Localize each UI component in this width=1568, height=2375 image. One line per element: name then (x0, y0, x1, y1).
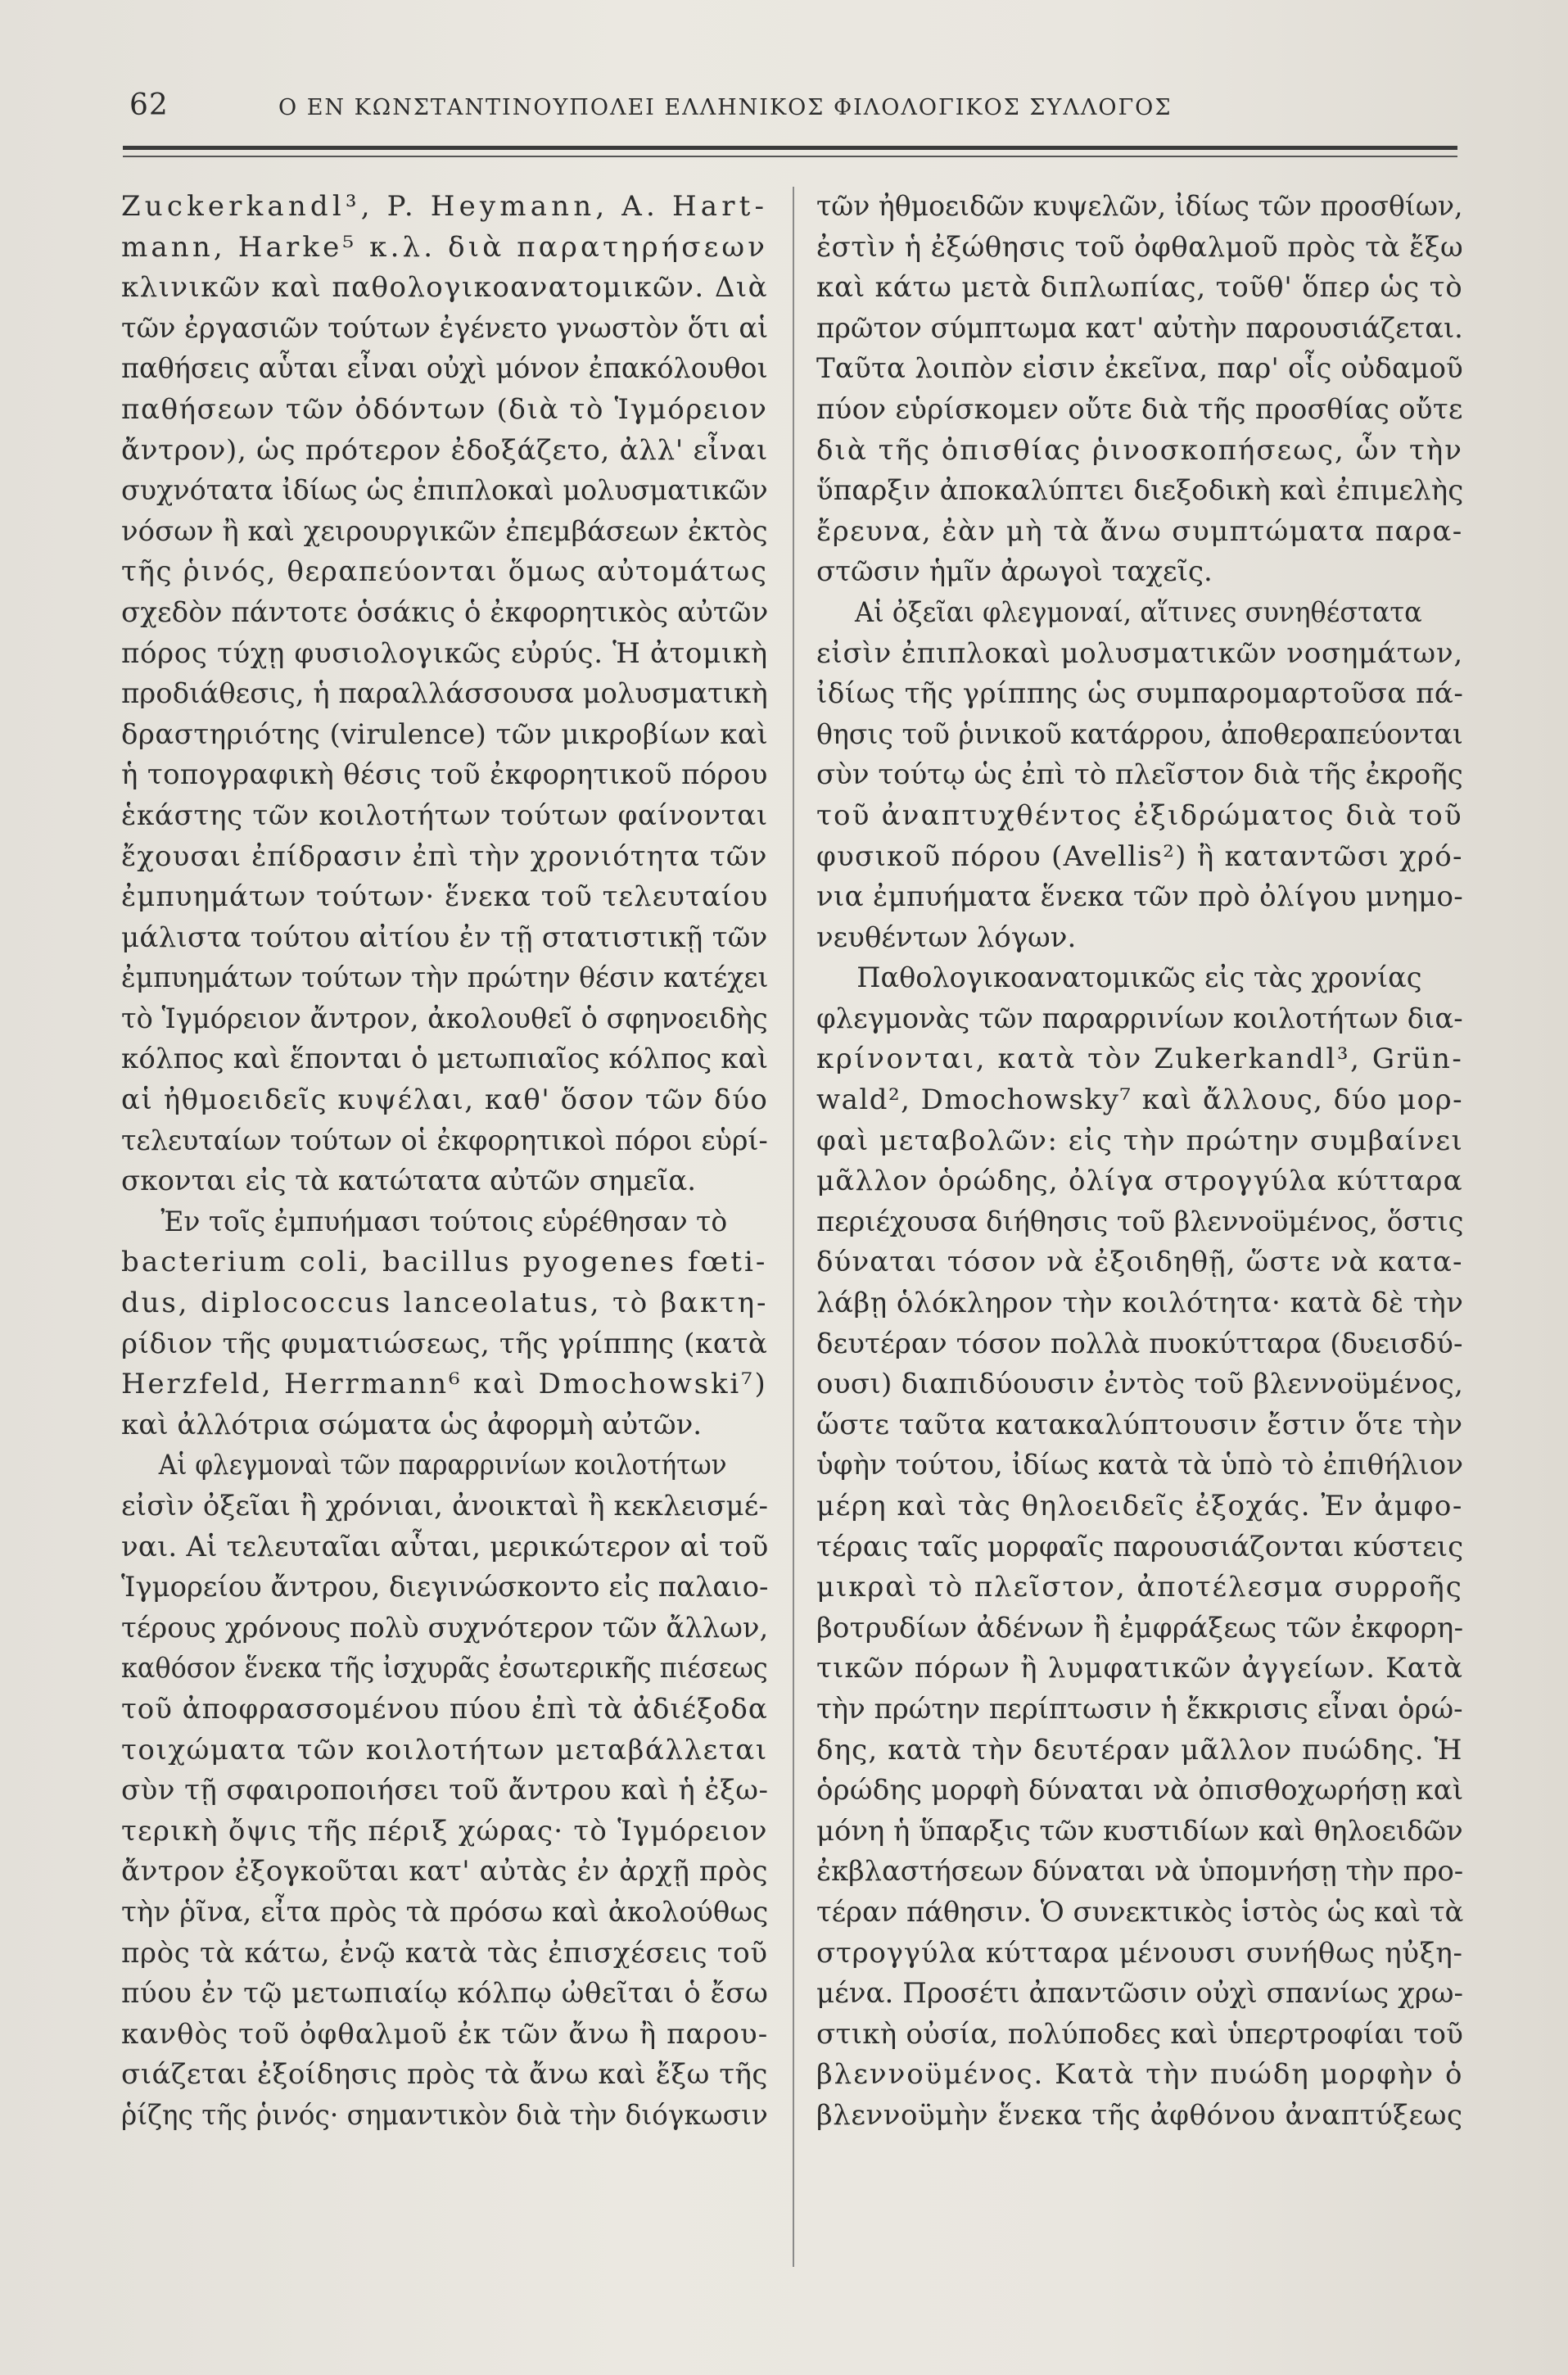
text-line: φαὶ μεταβολῶν: εἰς τὴν πρώτην συμβαίνει (816, 1124, 1463, 1157)
text-line: φυσικοῦ πόρου (Avellis²) ἢ καταντῶσι χρό- (816, 839, 1463, 873)
text-line: πύου ἐν τῷ μετωπιαίῳ κόλπῳ ὠθεῖται ὁ ἔσω (121, 1977, 768, 2011)
text-line: αἱ ἠθμοειδεῖς κυψέλαι, καθ' ὅσον τῶν δύο (121, 1083, 768, 1117)
text-line: τικῶν πόρων ἢ λυμφατικῶν ἀγγείων. Κατὰ (816, 1652, 1463, 1685)
text-line: παθήσεων τῶν ὀδόντων (διὰ τὸ Ἱγμόρειον (121, 392, 768, 426)
text-line: δης, κατὰ τὴν δευτέραν μᾶλλον πυώδης. Ἡ (816, 1733, 1463, 1767)
text-line: βλεννοϋμένος. Κατὰ τὴν πυώδη μορφὴν ὁ (816, 2058, 1463, 2092)
text-line: μᾶλλον ὁρώδης, ὀλίγα στρογγύλα κύτταρα (816, 1165, 1463, 1198)
running-head (123, 88, 1474, 138)
text-line: εἰσὶν ἐπιπλοκαὶ μολυσματικῶν νοσημάτων, (816, 636, 1463, 670)
text-line: δραστηριότης (virulence) τῶν μικροβίων καὶ (121, 717, 768, 751)
header-rule-thick (123, 146, 1457, 150)
text-line: τῶν ἠθμοειδῶν κυψελῶν, ἰδίως τῶν προσθίων, (816, 190, 1463, 223)
text-line: ἡ τοπογραφικὴ θέσις τοῦ ἐκφορητικοῦ πόρου (121, 758, 768, 792)
text-line: τοῦ ἀποφρασσομένου πύου ἐπὶ τὰ ἀδιέξοδα (121, 1692, 768, 1726)
text-line: μέρη καὶ τὰς θηλοειδεῖς ἐξοχάς. Ἐν ἀμφο- (816, 1490, 1463, 1522)
text-line: δύναται τόσον νὰ ἐξοιδηθῇ, ὥστε νὰ κατα- (816, 1246, 1463, 1279)
text-line: δευτέραν τόσον πολλὰ πυοκύτταρα (δυεισδύ- (816, 1327, 1463, 1360)
text-line: πύον εὑρίσκομεν οὔτε διὰ τῆς προσθίας οὔτε (816, 392, 1463, 426)
page-number: 62 (129, 88, 169, 122)
text-line: σχεδὸν πάντοτε ὁσάκις ὁ ἐκφορητικὸς αὐτῶν (121, 595, 768, 629)
text-line: κρίνονται, κατὰ τὸν Zukerkandl³, Grün- (816, 1043, 1463, 1076)
text-line: ἔχουσαι ἐπίδρασιν ἐπὶ τὴν χρονιότητα τῶν (121, 839, 768, 873)
text-line: ῥίζης τῆς ῥινός· σημαντικὸν διὰ τὴν διόγκωσιν (121, 2098, 768, 2132)
text-line: ἑκάστης τῶν κοιλοτήτων τούτων φαίνονται (121, 798, 768, 832)
text-line: ὑφὴν τούτου, ἰδίως κατὰ τὰ ὑπὸ τὸ ἐπιθήλιον (816, 1449, 1463, 1482)
text-line: νόσων ἢ καὶ χειρουργικῶν ἐπεμβάσεων ἐκτὸς (121, 514, 768, 548)
text-line: Αἱ ὀξεῖαι φλεγμοναί, αἵτινες συνηθέστατα (855, 595, 1422, 629)
text-line: πόρος τύχῃ φυσιολογικῶς εὐρύς. Ἡ ἀτομικὴ (121, 636, 768, 670)
text-line: σὺν τῇ σφαιροποιήσει τοῦ ἄντρου καὶ ἡ ἐξω- (121, 1774, 768, 1807)
text-line: στῶσιν ἡμῖν ἀρωγοὶ ταχεῖς. (816, 555, 1213, 589)
text-line: πρὸς τὰ κάτω, ἐνῷ κατὰ τὰς ἐπισχέσεις τοῦ (121, 1936, 768, 1970)
text-line: βλεννοϋμὴν ἕνεκα τῆς ἀφθόνου ἀναπτύξεως (816, 2098, 1463, 2132)
text-line: νια ἐμπυήματα ἕνεκα τῶν πρὸ ὀλίγου μνημο- (816, 880, 1463, 914)
text-line: λάβῃ ὁλόκληρον τὴν κοιλότητα· κατὰ δὲ τὴν (816, 1287, 1463, 1320)
text-line: Παθολογικοανατομικῶς εἰς τὰς χρονίας (856, 961, 1422, 995)
text-line: ρίδιον τῆς φυματιώσεως, τῆς γρίππης (κατὰ (121, 1327, 768, 1360)
text-line: ἄντρον), ὡς πρότερον ἐδοξάζετο, ἀλλ' εἶναι (121, 433, 768, 467)
text-line: τοῦ ἀναπτυχθέντος ἐξιδρώματος διὰ τοῦ (816, 798, 1463, 832)
text-line: ἔρευνα, ἐὰν μὴ τὰ ἄνω συμπτώματα παρα- (816, 514, 1463, 548)
text-line: ουσι) διαπιδύουσιν ἐντὸς τοῦ βλεννοϋμένος, (816, 1368, 1463, 1401)
header-rule-thin (123, 156, 1457, 157)
text-line: ἐμπυημάτων τούτων· ἕνεκα τοῦ τελευταίου (121, 880, 768, 914)
text-line: βοτρυδίων ἀδένων ἢ ἐμφράξεως τῶν ἐκφορη- (816, 1611, 1463, 1644)
text-line: Zuckerkandl³, P. Heymann, A. Hart- (121, 190, 768, 223)
text-line: τέραν πάθησιν. Ὁ συνεκτικὸς ἱστὸς ὡς καὶ τὰ (816, 1895, 1463, 1929)
left-column (121, 187, 768, 2137)
text-line: τοιχώματα τῶν κοιλοτήτων μεταβάλλεται (121, 1733, 768, 1767)
text-line: dus, diplococcus lanceolatus, τὸ βακτη- (121, 1287, 768, 1320)
text-line: στρογγύλα κύτταρα μένουσι συνήθως ηὐξη- (816, 1936, 1463, 1970)
text-line: Ταῦτα λοιπὸν εἰσιν ἐκεῖνα, παρ' οἷς οὐδαμοῦ (816, 352, 1463, 386)
text-line: ὥστε ταῦτα κατακαλύπτουσιν ἔστιν ὅτε τὴν (816, 1408, 1463, 1441)
text-line: φλεγμονὰς τῶν παραρρινίων κοιλοτήτων δια- (816, 1002, 1463, 1035)
text-line: τὴν ῥῖνα, εἶτα πρὸς τὰ πρόσω καὶ ἀκολούθως (121, 1895, 768, 1929)
text-line: σκονται εἰς τὰ κατώτατα αὐτῶν σημεῖα. (121, 1165, 696, 1198)
text-line: Ἱγμορείου ἄντρου, διεγινώσκοντο εἰς παλαιο- (121, 1571, 768, 1604)
text-line: μόνη ἡ ὕπαρξις τῶν κυστιδίων καὶ θηλοειδῶν (816, 1814, 1463, 1848)
text-line: τέραις ταῖς μορφαῖς παρουσιάζονται κύστεις (816, 1530, 1463, 1563)
text-line: κόλπος καὶ ἕπονται ὁ μετωπιαῖος κόλπος καὶ (121, 1043, 768, 1076)
text-line: μάλιστα τούτου αἰτίου ἐν τῇ στατιστικῇ τῶν (121, 921, 768, 954)
text-line: εἰσὶν ὀξεῖαι ἢ χρόνιαι, ἀνοικταὶ ἢ κεκλεισμέ- (121, 1490, 768, 1522)
text-line: Αἱ φλεγμοναὶ τῶν παραρρινίων κοιλοτήτων (158, 1449, 727, 1482)
text-line: τελευταίων τούτων οἱ ἐκφορητικοὶ πόροι εὑρί- (121, 1124, 768, 1157)
text-line: σὺν τούτῳ ὡς ἐπὶ τὸ πλεῖστον διὰ τῆς ἐκροῆς (816, 758, 1463, 792)
text-line: καθόσον ἕνεκα τῆς ἰσχυρᾶς ἐσωτερικῆς πιέσεως (121, 1652, 768, 1685)
text-line: ἐστὶν ἡ ἐξώθησις τοῦ ὀφθαλμοῦ πρὸς τὰ ἔξω (816, 230, 1463, 264)
text-line: καὶ κάτω μετὰ διπλωπίας, τοῦθ' ὅπερ ὡς τὸ (816, 271, 1463, 305)
text-line: τὴν πρώτην περίπτωσιν ἡ ἔκκρισις εἶναι ὁρώ- (816, 1692, 1463, 1726)
text-line: τὸ Ἱγμόρειον ἄντρον, ἀκολουθεῖ ὁ σφηνοειδὴς (121, 1002, 768, 1035)
text-line: τερικὴ ὄψις τῆς πέριξ χώρας· τὸ Ἱγμόρειον (121, 1814, 768, 1848)
text-line: τῶν ἐργασιῶν τούτων ἐγένετο γνωστὸν ὅτι αἱ (121, 311, 768, 345)
text-line: πρῶτον σύμπτωμα κατ' αὐτὴν παρουσιάζεται. (816, 311, 1463, 345)
text-line: Herzfeld, Herrmann⁶ καὶ Dmochowski⁷) (121, 1368, 768, 1401)
text-line: θησις τοῦ ῥινικοῦ κατάρρου, ἀποθεραπεύονται (816, 717, 1463, 751)
right-column (816, 187, 1463, 2137)
text-line: μένα. Προσέτι ἀπαντῶσιν οὐχὶ σπανίως χρω- (816, 1977, 1463, 2011)
text-line: Ἐν τοῖς ἐμπυήμασι τούτοις εὑρέθησαν τὸ (160, 1205, 728, 1238)
text-line: bacterium coli, bacillus pyogenes fœti- (121, 1246, 768, 1279)
column-divider (793, 187, 794, 2267)
text-line: παθήσεις αὗται εἶναι οὐχὶ μόνον ἐπακόλουθοι (121, 352, 768, 386)
text-line: σιάζεται ἐξοίδησις πρὸς τὰ ἄνω καὶ ἔξω τῆς (121, 2058, 768, 2092)
text-line: περιέχουσα διήθησις τοῦ βλεννοϋμένος, ὅστις (816, 1205, 1463, 1238)
text-line: ὕπαρξιν ἀποκαλύπτει διεξοδικὴ καὶ ἐπιμελὴς (816, 474, 1463, 508)
text-line: ναι. Αἱ τελευταῖαι αὗται, μερικώτερον αἱ τοῦ (121, 1530, 768, 1563)
text-line: ὁρώδης μορφὴ δύναται νὰ ὀπισθοχωρήσῃ καὶ (816, 1774, 1463, 1807)
text-line: συχνότατα ἰδίως ὡς ἐπιπλοκαὶ μολυσματικῶν (121, 474, 768, 508)
text-line: κλινικῶν καὶ παθολογικοανατομικῶν. Διὰ (121, 271, 768, 305)
text-line: ἐκβλαστήσεων δύναται νὰ ὑπομνήσῃ τὴν προ- (816, 1855, 1463, 1889)
text-line: προδιάθεσις, ἡ παραλλάσσουσα μολυσματικὴ (121, 677, 768, 711)
text-line: καὶ ἀλλότρια σώματα ὡς ἀφορμὴ αὐτῶν. (121, 1408, 703, 1441)
text-line: διὰ τῆς ὀπισθίας ῥινοσκοπήσεως, ὧν τὴν (816, 433, 1463, 467)
text-line: mann, Harke⁵ κ.λ. διὰ παρατηρήσεων (121, 230, 768, 264)
running-title: Ο ΕΝ ΚΩΝΣΤΑΝΤΙΝΟΥΠΟΛΕΙ ΕΛΛΗΝΙΚΟΣ ΦΙΛΟΛΟΓΙΚΟΣ ΣΥΛΛΟΓΟΣ (278, 95, 1173, 120)
text-line: wald², Dmochowsky⁷ καὶ ἄλλους, δύο μορ- (816, 1083, 1463, 1117)
text-line: νευθέντων λόγων. (816, 921, 1077, 954)
text-line: ἐμπυημάτων τούτων τὴν πρώτην θέσιν κατέχει (121, 961, 768, 995)
text-line: ἰδίως τῆς γρίππης ὡς συμπαρομαρτοῦσα πά- (816, 677, 1463, 711)
text-line: τέρους χρόνους πολὺ συχνότερον τῶν ἄλλων, (121, 1611, 768, 1644)
text-line: τῆς ῥινός, θεραπεύονται ὅμως αὐτομάτως (121, 555, 768, 589)
text-line: μικραὶ τὸ πλεῖστον, ἀποτέλεσμα συρροῆς (816, 1571, 1463, 1604)
text-line: ἄντρον ἐξογκοῦται κατ' αὐτὰς ἐν ἀρχῇ πρὸς (121, 1855, 768, 1889)
text-line: κανθὸς τοῦ ὀφθαλμοῦ ἐκ τῶν ἄνω ἢ παρου- (121, 2017, 768, 2051)
text-line: στικὴ οὐσία, πολύποδες καὶ ὑπερτροφίαι τοῦ (816, 2017, 1463, 2051)
